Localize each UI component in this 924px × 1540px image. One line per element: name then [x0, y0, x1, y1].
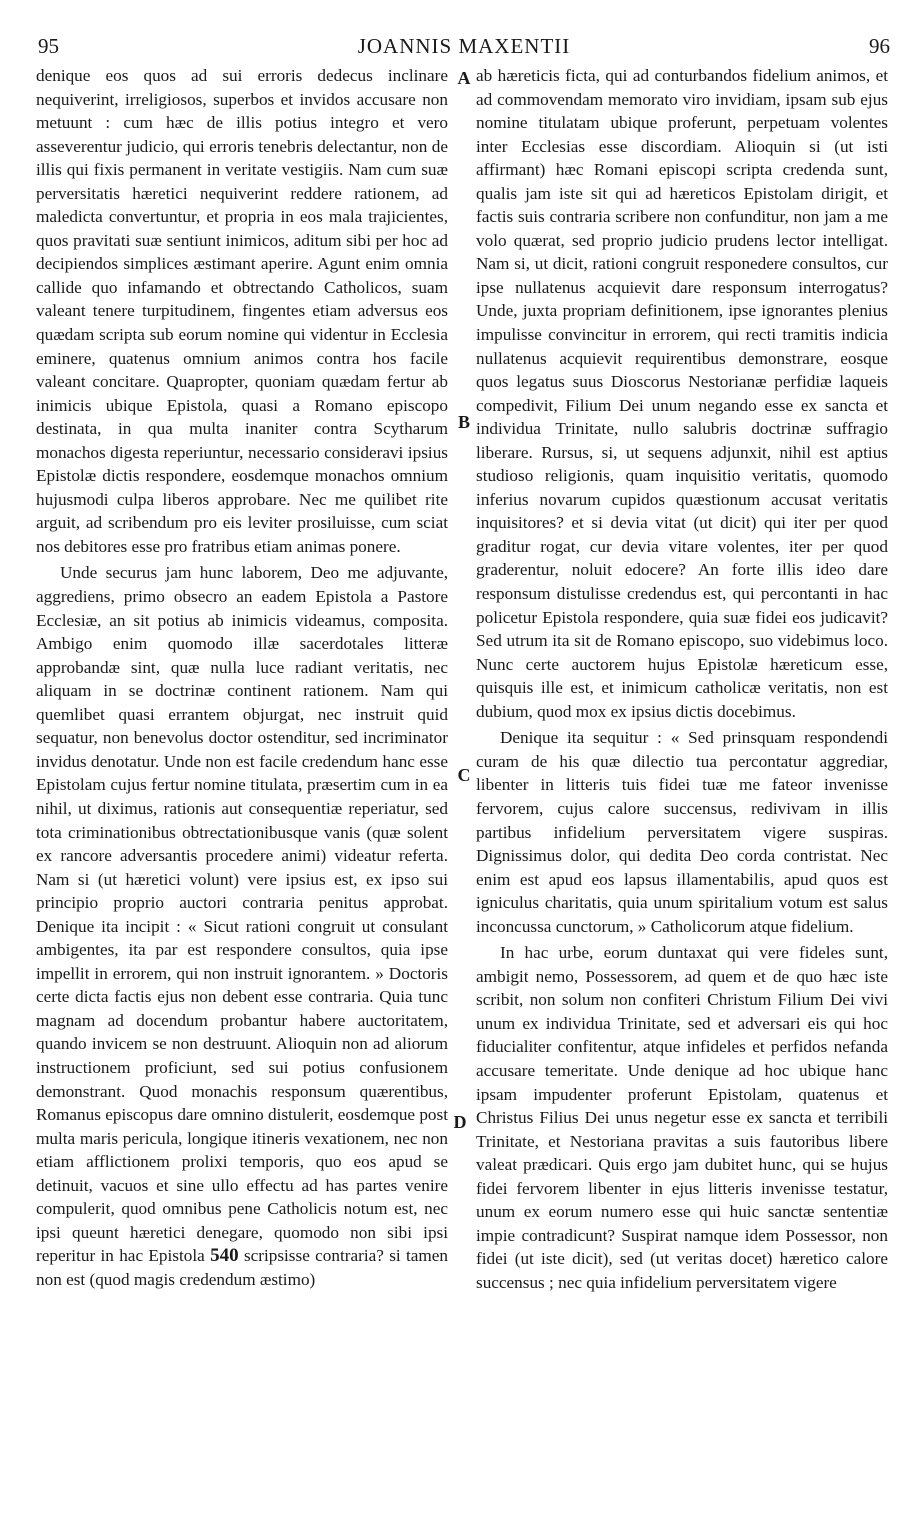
margin-marker-c: C — [457, 765, 471, 785]
left-paragraph-1: denique eos quos ad sui erroris dedecus inclinare nequiverint, irreligiosos, superbos et invidos accusare non metuunt : cum hæc de illis potius integro et vero asseverentur judicio, qui erroris tenebris delectantur, non de illis qui fixis permanent in veritate vestigiis. Nam cum suæ perversitatis hæretici nequiverint reddere rationem, ad maledicta convertuntur, et propria in eos mala trajicientes, quos pravitati suæ sentiunt inimicos, aditum sibi per hoc ad decipiendos simplices æstimant aperire. Agunt enim omnia callide quo infamando et obtrectando Catholicos, suam valeant tenere turpitudinem, fingentes etiam adversus eos quædam scripta sub eorum nomine qui videntur in Ecclesia eminere, quatenus omnium animos contra hos facile valeant concitare. Quapropter, quoniam quædam fertur ab inimicis ubique Epistola, quasi a Romano episcopo destinata, in qua multa inaniter contra Scytharum monachos digesta reperiuntur, necessario consideravi ipsius Epistolæ dictis respondere, eosdemque monachos omnium hujusmodi culpa liberos approbare. Nec me quilibet rite arguit, ad scribendum pro eis leviter prosiluisse, cum sciat nos debitores esse pro fratribus etiam animas ponere. — [36, 66, 448, 556]
margin-marker-a: A — [457, 68, 471, 88]
right-paragraph-3: In hac urbe, eorum duntaxat qui vere fideles sunt, ambigit nemo, Possessorem, ad quem et de quo hæc iste scribit, non solum non confiteri Christum Filium Dei vivi unum ex individua Trinitate, sed et adversari eis qui hoc fiducialiter confitentur, atque infideles et perfidos nefanda accusare temeritate. Unde denique ad hoc ubique hanc ipsam impudenter proferunt Epistolam, quatenus et Christus Filius Dei unus negetur esse ex sancta et terribili Trinitate, et Nestoriana pravitas a suis fautoribus libere valeat prædicari. Quis ergo jam dubitet hunc, qui se hujus fidei fervorem libenter in ejus litteris invenisse testatur, unum ex eorum numero esse qui huic sanctæ sententiæ impie contradicunt? Suspirat namque idem Possessor, non fidei (ut iste dicit), sed (ut veritas docet) hæretico calore succensus ; nec quia infidelium perversitatem vigere — [476, 943, 888, 1292]
page-header — [38, 30, 890, 62]
margin-marker-d: D — [453, 1112, 467, 1132]
margin-marker-b: B — [457, 412, 470, 432]
left-paragraph-2-tail: scripsisse contraria? si tamen non est (quod magis credendum æstimo) — [36, 1246, 449, 1289]
right-paragraph-2: Denique ita sequitur : « Sed prinsquam respondendi curam de his quæ dilectio tua percontatur aggrediar, libenter in litteris tuis fidei tuæ me fateor invenisse fervorem, cujus calore succensus, redivivam in illis partibus infidelium perversitatem vigere suspiras. Dignissimus dolor, qui dedita Deo corda contristat. Nec enim est apud eos lapsus illamentabilis, apud quos est igniculus charitatis, quia unum spiritalium votum est salus inconcussa cunctorum, » Catholicorum atque fidelium. — [476, 728, 888, 936]
left-column — [36, 64, 448, 1291]
column-number: 540 — [210, 1245, 239, 1267]
running-title: JOANNIS MAXENTII — [357, 34, 571, 58]
left-page-number: 95 — [38, 34, 59, 58]
left-paragraph-2-text: Unde securus jam hunc laborem, Deo me adjuvante, aggrediens, primo obsecro an eadem Epistola a Pastore Ecclesiæ, an sit potius ab inimicis videamus, composita. Ambigo enim quomodo illæ sacerdotales litteræ approbandæ sint, quæ nulla luce radiant veritatis, nec aliquam in se doctrinæ continent rationem. Nam qui quemlibet quasi errantem objurgat, nec instruit quid sequatur, non benevolus doctor ostenditur, sed incriminator invidus denotatur. Unde non est facile credendum hanc esse Epistolam cujus fertur nomine titulata, præsertim cum in ea nihil, ut diximus, rationis aut consequentiæ reperiatur, sed tota criminationibus obtrectationibusque vanis (quæ solent ex rancore adversantis procedere animi) videatur referta. Nam si (ut hæretici volunt) vere ipsius est, ex ipso sui principio proprio auctori contraria penitus approbat. Denique ita incipit : « Sicut rationi congruit ut consulant ambigentes, ita par est respondere consultos, quia ipse impellit in errorem, qui non instruit ignorantem. » Doctoris certe dicta factis ejus non debent esse contraria. Quia tunc magnam ad docendum probantur habere auctoritatem, quando invicem se non destruunt. Alioquin non ad aliorum instructionem proficiunt, sed sui potius confusionem demonstrant. Quod monachis responsum quærentibus, Romanus episcopus dare omnino distulerit, eosdemque post multa maris pericula, longique itineris vexationem, nec non etiam afflictionem prolixi temporis, quo eos apud se detinuit, vacuos et sine ullo effectu ad has partes venire compulerit, quod omnibus pene Catholicis notum est, nec ipsi queunt hæretici denegare, quomodo non sibi ipsi reperitur in hac Epistola — [36, 563, 448, 1266]
left-paragraph-2 — [36, 561, 448, 1291]
right-paragraph-1: ab hæreticis ficta, qui ad conturbandos fidelium animos, et ad commovendam memorato viro invidiam, ipsam sub ejus nomine titulatam ubique proferunt, perpetuam volentes inter Ecclesias esse discordiam. Alioquin si (ut isti affirmant) hæc Romani episcopi scripta credenda sunt, qualis jam iste sit qui ad hæreticos Epistolam dirigit, et factis suis contraria scribere non confunditur, non jam a me volo quærat, sed proprio judicio prudens lector intelligat. Nam si, ut dicit, rationi congruit responedere consultos, cur ipse nullatenus acquievit dare responsum interrogatus? Unde, juxta propriam definitionem, ipse ignorantes plenius impulisse convincitur in errorem, qui recti tramitis indicia nullatenus acquievit requirentibus demonstrare, eosque quos legatus suus Dioscorus Nestorianæ perfidiæ laqueis compedivit, Filium Dei unum negando esse ex sancta et individua Trinitate, nullo salubris doctrinæ suffragio liberare. Rursus, si, ut sequens adjunxit, nihil est aptius studioso religionis, quam inquisitio veritatis, quomodo inferius novarum cupidos quæstionum accusat veritatis inquisitores? et si devia vitat (ut dicit) qui iter per quod graditur rogat, cur devia vitare volentes, iter per quod graderentur, noluit edocere? An forte illis ideo dare responsum distulisse credendus est, qui percontanti in hac policetur Epistola respondere, quia suæ fidei eos judicavit? Sed utrum ita sit de Romano episcopo, suo videbimus loco. Nunc certe auctorem hujus Epistolæ hæreticum esse, quisquis ille est, et inimicum catholicæ veritatis, non est dubium, quod mox ex ipsius dictis docebimus. — [476, 66, 888, 721]
right-page-number: 96 — [869, 34, 890, 58]
right-column — [476, 64, 888, 1294]
